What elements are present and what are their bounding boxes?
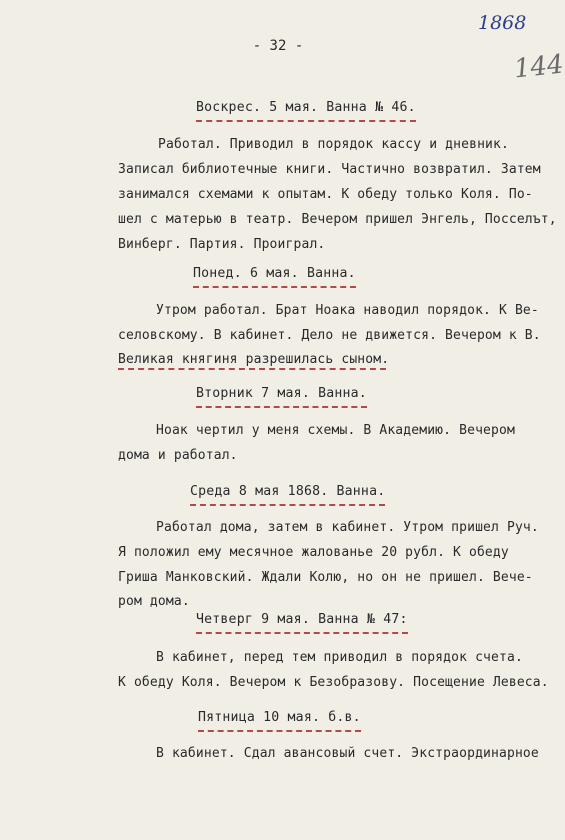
- entry-line: Гриша Манковский. Ждали Колю, но он не пришел. Вече-: [118, 570, 533, 585]
- entry-heading: Среда 8 мая 1868. Ванна.: [190, 484, 385, 499]
- entry-line: Утром работал. Брат Ноака наводил порядок. К Ве-: [156, 303, 539, 318]
- entry-line: Винберг. Партия. Проиграл.: [118, 237, 326, 252]
- entry-line: Записал библиотечные книги. Частично возвратил. Затем: [118, 162, 541, 177]
- entry-line: Работал дома, затем в кабинет. Утром пришел Руч.: [156, 520, 539, 535]
- entry-heading: Пятница 10 мая. б.в.: [198, 710, 361, 725]
- page-number: - 32 -: [252, 38, 304, 54]
- entry-heading: Воскрес. 5 мая. Ванна № 46.: [196, 100, 416, 115]
- line-underline: [118, 368, 386, 370]
- handwritten-year-note: 1868: [478, 12, 527, 34]
- entry-line: В кабинет, перед тем приводил в порядок счета.: [156, 650, 523, 665]
- entry-line: Работал. Приводил в порядок кассу и дневник.: [158, 137, 509, 152]
- entry-line: селовскому. В кабинет. Дело не движется. Вечером к В.: [118, 328, 541, 343]
- entry-line: занимался схемами к опытам. К обеду только Коля. По-: [118, 187, 533, 202]
- entry-heading: Четверг 9 мая. Ванна № 47:: [196, 612, 408, 627]
- entry-line: дома и работал.: [118, 448, 238, 463]
- entry-line: Великая княгиня разрешилась сыном.: [118, 352, 390, 367]
- entry-line: В кабинет. Сдал авансовый счет. Экстраординарное: [156, 746, 539, 761]
- handwritten-folio-number: 144: [512, 49, 565, 85]
- entry-heading: Понед. 6 мая. Ванна.: [193, 266, 356, 281]
- entry-line: К обеду Коля. Вечером к Безобразову. Посещение Левеса.: [118, 675, 549, 690]
- entry-line: шел с матерью в театр. Вечером пришел Энгель, Посселът,: [118, 212, 557, 227]
- entry-line: ром дома.: [118, 594, 190, 609]
- entry-heading: Вторник 7 мая. Ванна.: [196, 386, 367, 401]
- entry-line: Я положил ему месячное жалованье 20 рубл. К обеду: [118, 545, 509, 560]
- entry-line: Ноак чертил у меня схемы. В Академию. Вечером: [156, 423, 515, 438]
